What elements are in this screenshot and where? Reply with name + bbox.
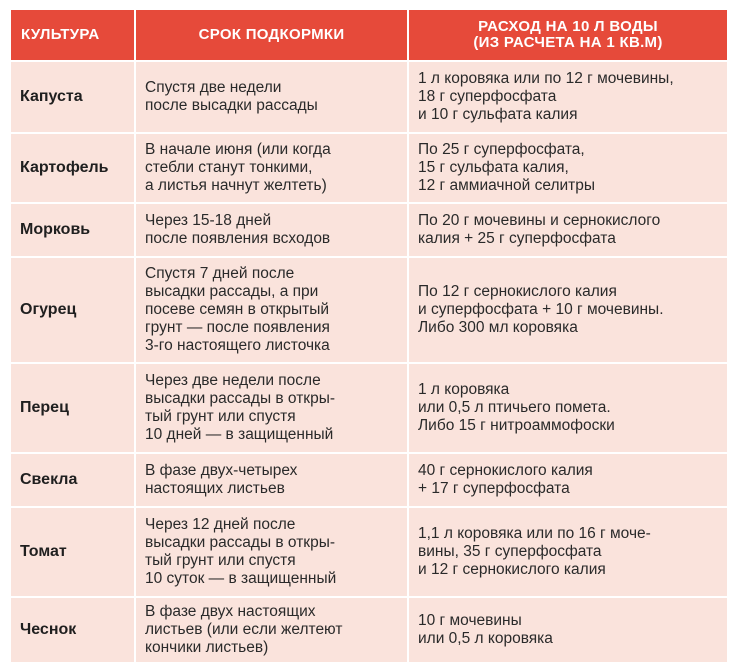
rate-cell — [409, 596, 727, 662]
timing-line: посеве семян в открытый — [145, 301, 330, 318]
rate-line: и суперфосфата + 10 г мочевины. — [418, 301, 664, 318]
crop-cell: Свекла — [11, 452, 136, 506]
timing-line: Спустя 7 дней после — [145, 265, 295, 282]
timing-cell — [136, 256, 409, 362]
header-consumption — [409, 10, 727, 60]
header-consumption-line2: (ИЗ РАСЧЕТА НА 1 КВ.М) — [473, 34, 663, 51]
timing-line: Через 15-18 дней — [145, 212, 272, 229]
table-row — [11, 60, 727, 132]
timing-line: листьев (или если желтеют — [145, 621, 343, 638]
table-header — [11, 10, 727, 60]
timing-line: тый грунт или спустя — [145, 408, 296, 425]
rate-line: 10 г мочевины — [418, 612, 522, 629]
timing-line: 3-го настоящего листочка — [145, 337, 330, 354]
timing-line: Через 12 дней после — [145, 516, 296, 533]
timing-line: стебли станут тонкими, — [145, 159, 313, 176]
rate-line: По 25 г суперфосфата, — [418, 141, 585, 158]
timing-line: после появления всходов — [145, 230, 331, 247]
rate-line: По 12 г сернокислого калия — [418, 283, 617, 300]
timing-line: после высадки рассады — [145, 97, 318, 114]
fertilizing-table — [11, 10, 727, 662]
crop-cell: Перец — [11, 362, 136, 452]
header-culture: КУЛЬТУРА — [11, 10, 136, 60]
rate-cell — [409, 506, 727, 596]
timing-cell — [136, 132, 409, 202]
crop-cell: Чеснок — [11, 596, 136, 662]
rate-line: 15 г сульфата калия, — [418, 159, 569, 176]
timing-cell — [136, 362, 409, 452]
timing-cell — [136, 452, 409, 506]
header-feeding-time: СРОК ПОДКОРМКИ — [136, 10, 409, 60]
table-row — [11, 256, 727, 362]
timing-line: Спустя две недели — [145, 79, 282, 96]
rate-line: + 17 г суперфосфата — [418, 480, 570, 497]
rate-cell — [409, 362, 727, 452]
rate-cell — [409, 452, 727, 506]
rate-line: калия + 25 г суперфосфата — [418, 230, 616, 247]
table-row — [11, 132, 727, 202]
timing-line: В фазе двух настоящих — [145, 603, 316, 620]
crop-cell: Картофель — [11, 132, 136, 202]
rate-line: или 0,5 л птичьего помета. — [418, 399, 611, 416]
table-body — [11, 60, 727, 662]
crop-cell: Морковь — [11, 202, 136, 256]
header-consumption-line1: РАСХОД НА 10 Л ВОДЫ — [478, 18, 658, 35]
rate-line: 1,1 л коровяка или по 16 г моче- — [418, 525, 651, 542]
rate-line: или 0,5 л коровяка — [418, 630, 553, 647]
table-row — [11, 506, 727, 596]
crop-cell: Огурец — [11, 256, 136, 362]
timing-line: 10 суток — в защищенный — [145, 570, 337, 587]
table-row — [11, 362, 727, 452]
header-row — [11, 10, 727, 60]
rate-line: 40 г сернокислого калия — [418, 462, 593, 479]
rate-line: Либо 300 мл коровяка — [418, 319, 578, 336]
rate-cell — [409, 256, 727, 362]
rate-line: и 10 г сульфата калия — [418, 106, 578, 123]
timing-line: настоящих листьев — [145, 480, 285, 497]
rate-cell — [409, 202, 727, 256]
crop-cell: Капуста — [11, 60, 136, 132]
timing-cell — [136, 202, 409, 256]
timing-line: грунт — после появления — [145, 319, 330, 336]
rate-cell — [409, 60, 727, 132]
rate-line: 1 л коровяка или по 12 г мочевины, — [418, 70, 674, 87]
timing-line: высадки рассады, а при — [145, 283, 319, 300]
timing-line: кончики листьев) — [145, 639, 269, 656]
table-row — [11, 452, 727, 506]
timing-cell — [136, 506, 409, 596]
timing-line: Через две недели после — [145, 372, 321, 389]
rate-line: 1 л коровяка — [418, 381, 510, 398]
timing-line: 10 дней — в защищенный — [145, 426, 334, 443]
rate-cell — [409, 132, 727, 202]
timing-line: высадки рассады в откры- — [145, 390, 336, 407]
timing-line: В фазе двух-четырех — [145, 462, 298, 479]
table-row — [11, 202, 727, 256]
rate-line: 18 г суперфосфата — [418, 88, 557, 105]
timing-line: высадки рассады в откры- — [145, 534, 336, 551]
rate-line: вины, 35 г суперфосфата — [418, 543, 602, 560]
timing-line: тый грунт или спустя — [145, 552, 296, 569]
rate-line: По 20 г мочевины и сернокислого — [418, 212, 661, 229]
table-row — [11, 596, 727, 662]
rate-line: Либо 15 г нитроаммофоски — [418, 417, 615, 434]
timing-line: В начале июня (или когда — [145, 141, 331, 158]
timing-cell — [136, 60, 409, 132]
rate-line: и 12 г сернокислого калия — [418, 561, 606, 578]
rate-line: 12 г аммиачной селитры — [418, 177, 596, 194]
timing-line: а листья начнут желтеть) — [145, 177, 327, 194]
timing-cell — [136, 596, 409, 662]
crop-cell: Томат — [11, 506, 136, 596]
